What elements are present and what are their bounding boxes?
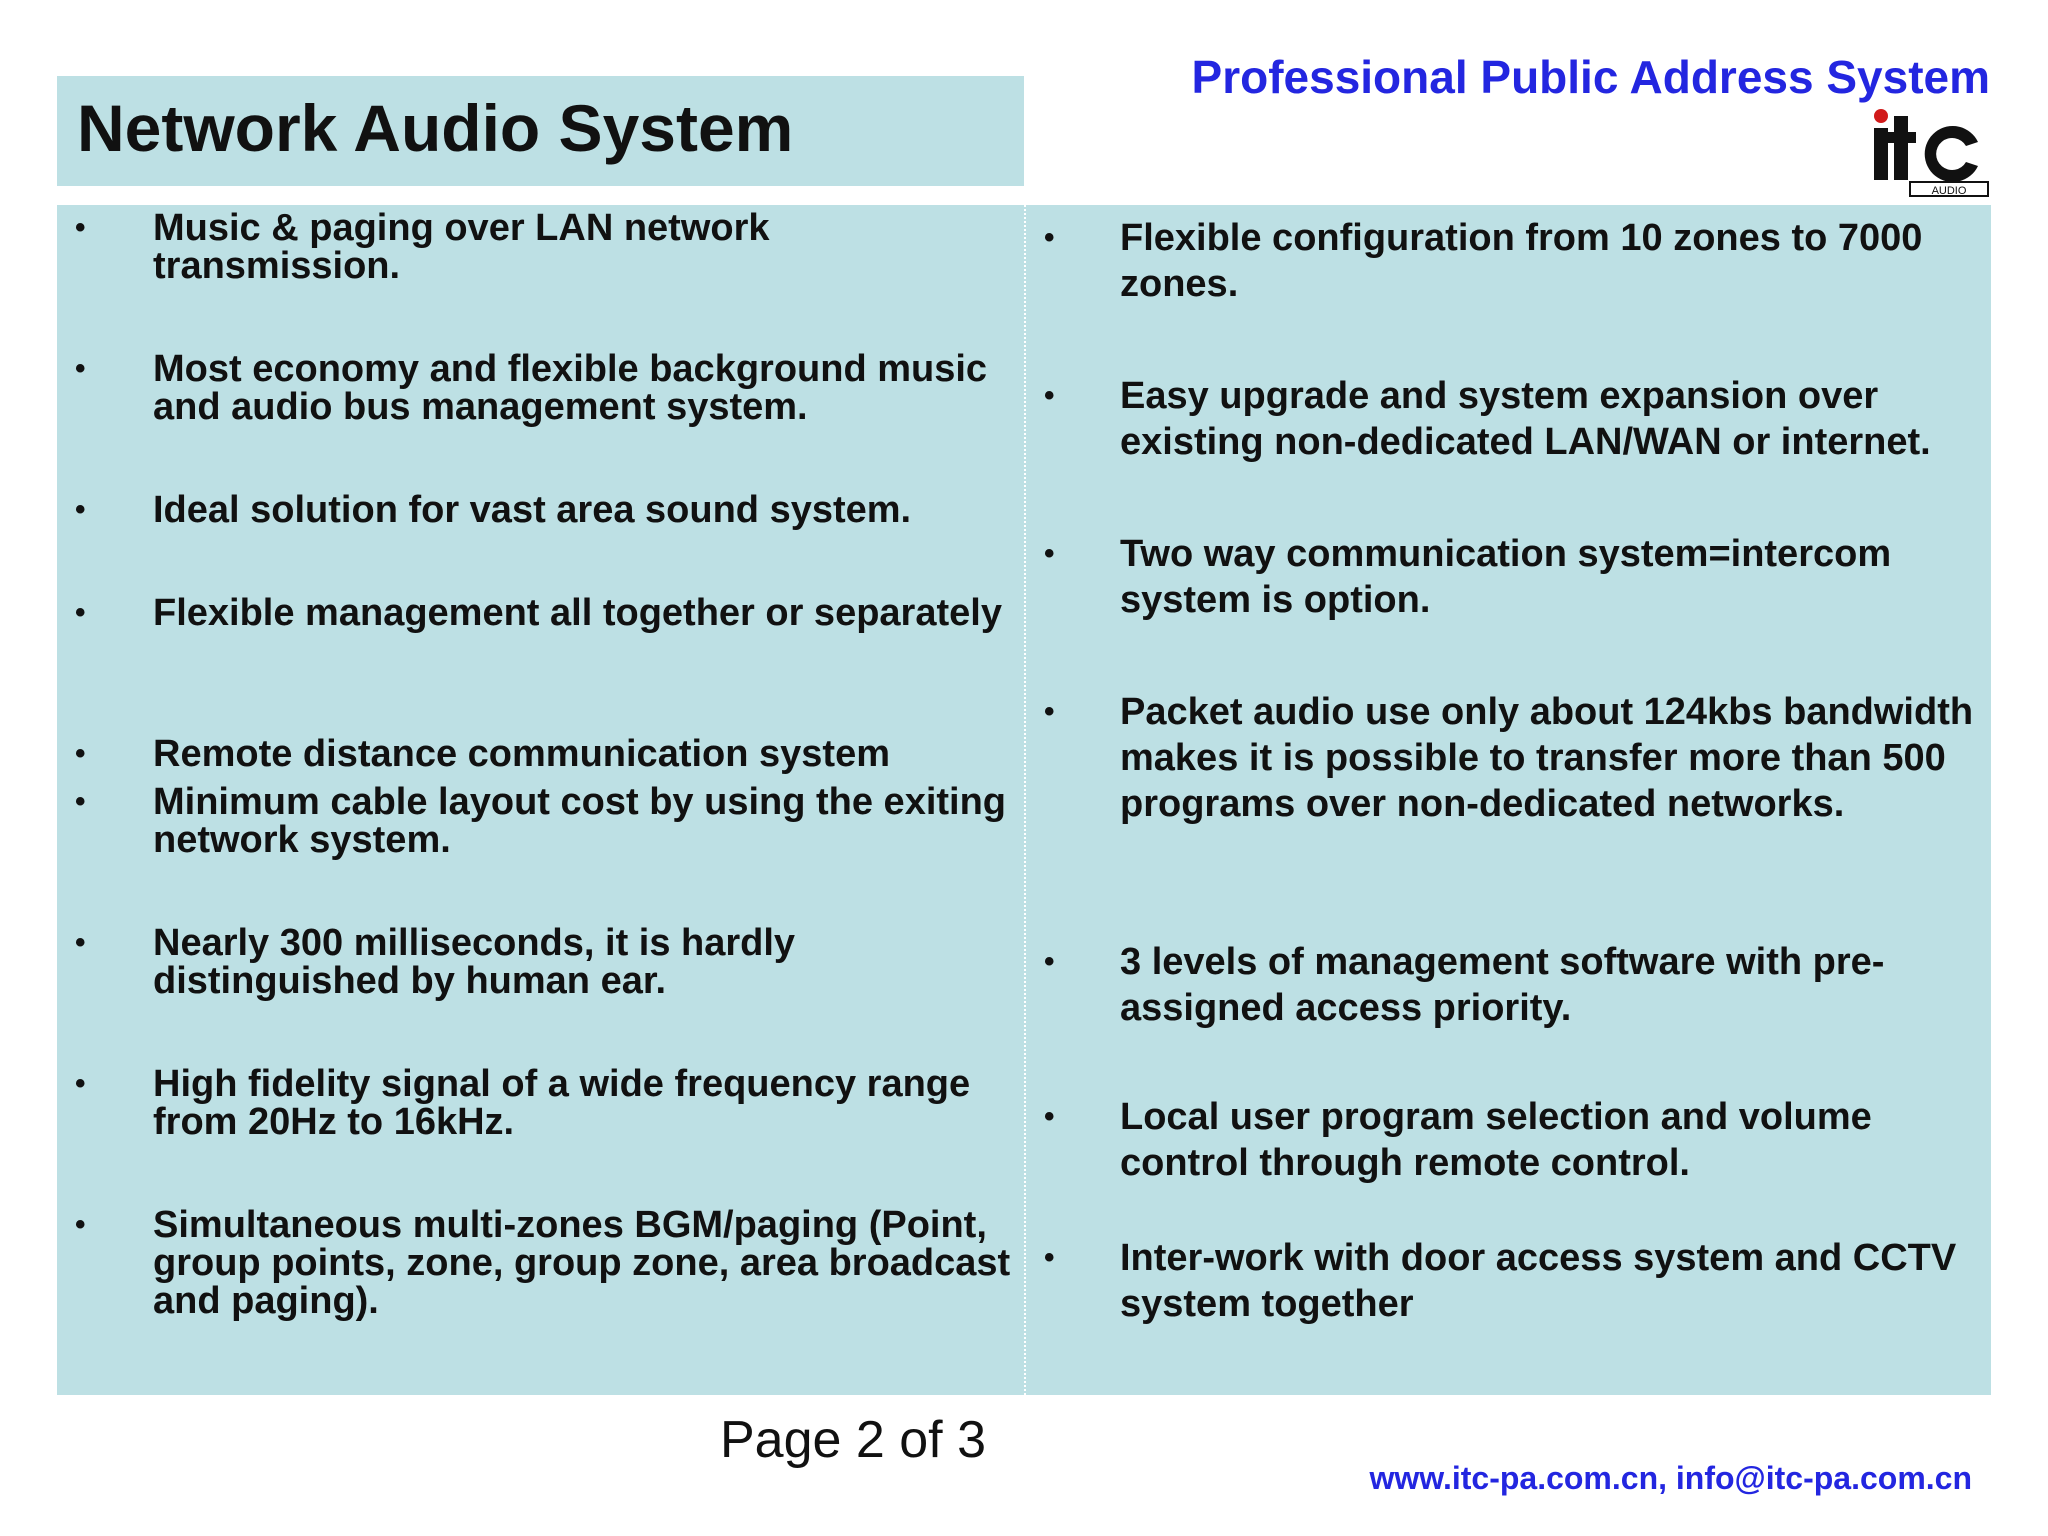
logo-subtext: AUDIO xyxy=(1931,185,1967,197)
bullet-icon: • xyxy=(1044,695,1055,728)
bullet-icon: • xyxy=(1044,379,1055,412)
list-item-text: Nearly 300 milliseconds, it is hardly distinguished by human ear. xyxy=(153,922,796,1002)
bullet-icon: • xyxy=(75,352,86,385)
list-item-text: Inter-work with door access system and CCTV system together xyxy=(1120,1237,1957,1325)
footer-contact: www.itc-pa.com.cn, info@itc-pa.com.cn xyxy=(1369,1460,1972,1496)
list-item-text: 3 levels of management software with pre-assigned access priority. xyxy=(1120,941,1885,1029)
title-banner xyxy=(57,76,1024,186)
bullet-icon: • xyxy=(1044,1100,1055,1133)
bullet-icon: • xyxy=(75,1208,86,1241)
bullet-icon: • xyxy=(1044,1241,1055,1274)
list-item-text: Easy upgrade and system expansion over existing non-dedicated LAN/WAN or internet. xyxy=(1120,375,1931,463)
right-column xyxy=(1026,205,1991,1395)
bullet-icon: • xyxy=(75,1067,86,1100)
list-item-text: Remote distance communication system xyxy=(153,733,890,775)
list-item-text: Two way communication system=intercom system is option. xyxy=(1120,533,1892,621)
list-item-text: Minimum cable layout cost by using the exiting network system. xyxy=(153,781,1007,861)
list-item-text: Flexible management all together or separately xyxy=(153,592,1002,634)
list-item-text: Local user program selection and volume control through remote control. xyxy=(1120,1096,1872,1184)
bullet-icon: • xyxy=(1044,537,1055,570)
list-item-text: High fidelity signal of a wide frequency range from 20Hz to 16kHz. xyxy=(153,1063,971,1143)
list-item-text: Ideal solution for vast area sound system. xyxy=(153,489,912,531)
itc-audio-logo xyxy=(1870,108,1990,198)
bullet-icon: • xyxy=(75,596,86,629)
list-item-text: Packet audio use only about 124kbs bandwidth makes it is possible to transfer more than 500 programs over non-dedicated networks. xyxy=(1120,691,1974,825)
content-panel xyxy=(57,205,1991,1395)
bullet-icon: • xyxy=(75,493,86,526)
bullet-icon: • xyxy=(1044,221,1055,254)
header-subtitle: Professional Public Address System xyxy=(1191,51,1990,103)
list-item-text: Most economy and flexible background music and audio bus management system. xyxy=(153,348,988,428)
bullet-icon: • xyxy=(75,926,86,959)
left-column xyxy=(57,205,1024,1395)
list-item-text: Music & paging over LAN network transmission. xyxy=(153,207,770,287)
list-item-text: Flexible configuration from 10 zones to 7000 zones. xyxy=(1120,217,1923,305)
bullet-icon: • xyxy=(75,737,86,770)
bullet-icon: • xyxy=(1044,945,1055,978)
page-title: Network Audio System xyxy=(77,91,794,165)
page-number: Page 2 of 3 xyxy=(720,1411,986,1469)
list-item-text: Simultaneous multi-zones BGM/paging (Point, group points, zone, group zone, area broadcast and paging). xyxy=(153,1204,1011,1322)
bullet-icon: • xyxy=(75,211,86,244)
bullet-icon: • xyxy=(75,785,86,818)
